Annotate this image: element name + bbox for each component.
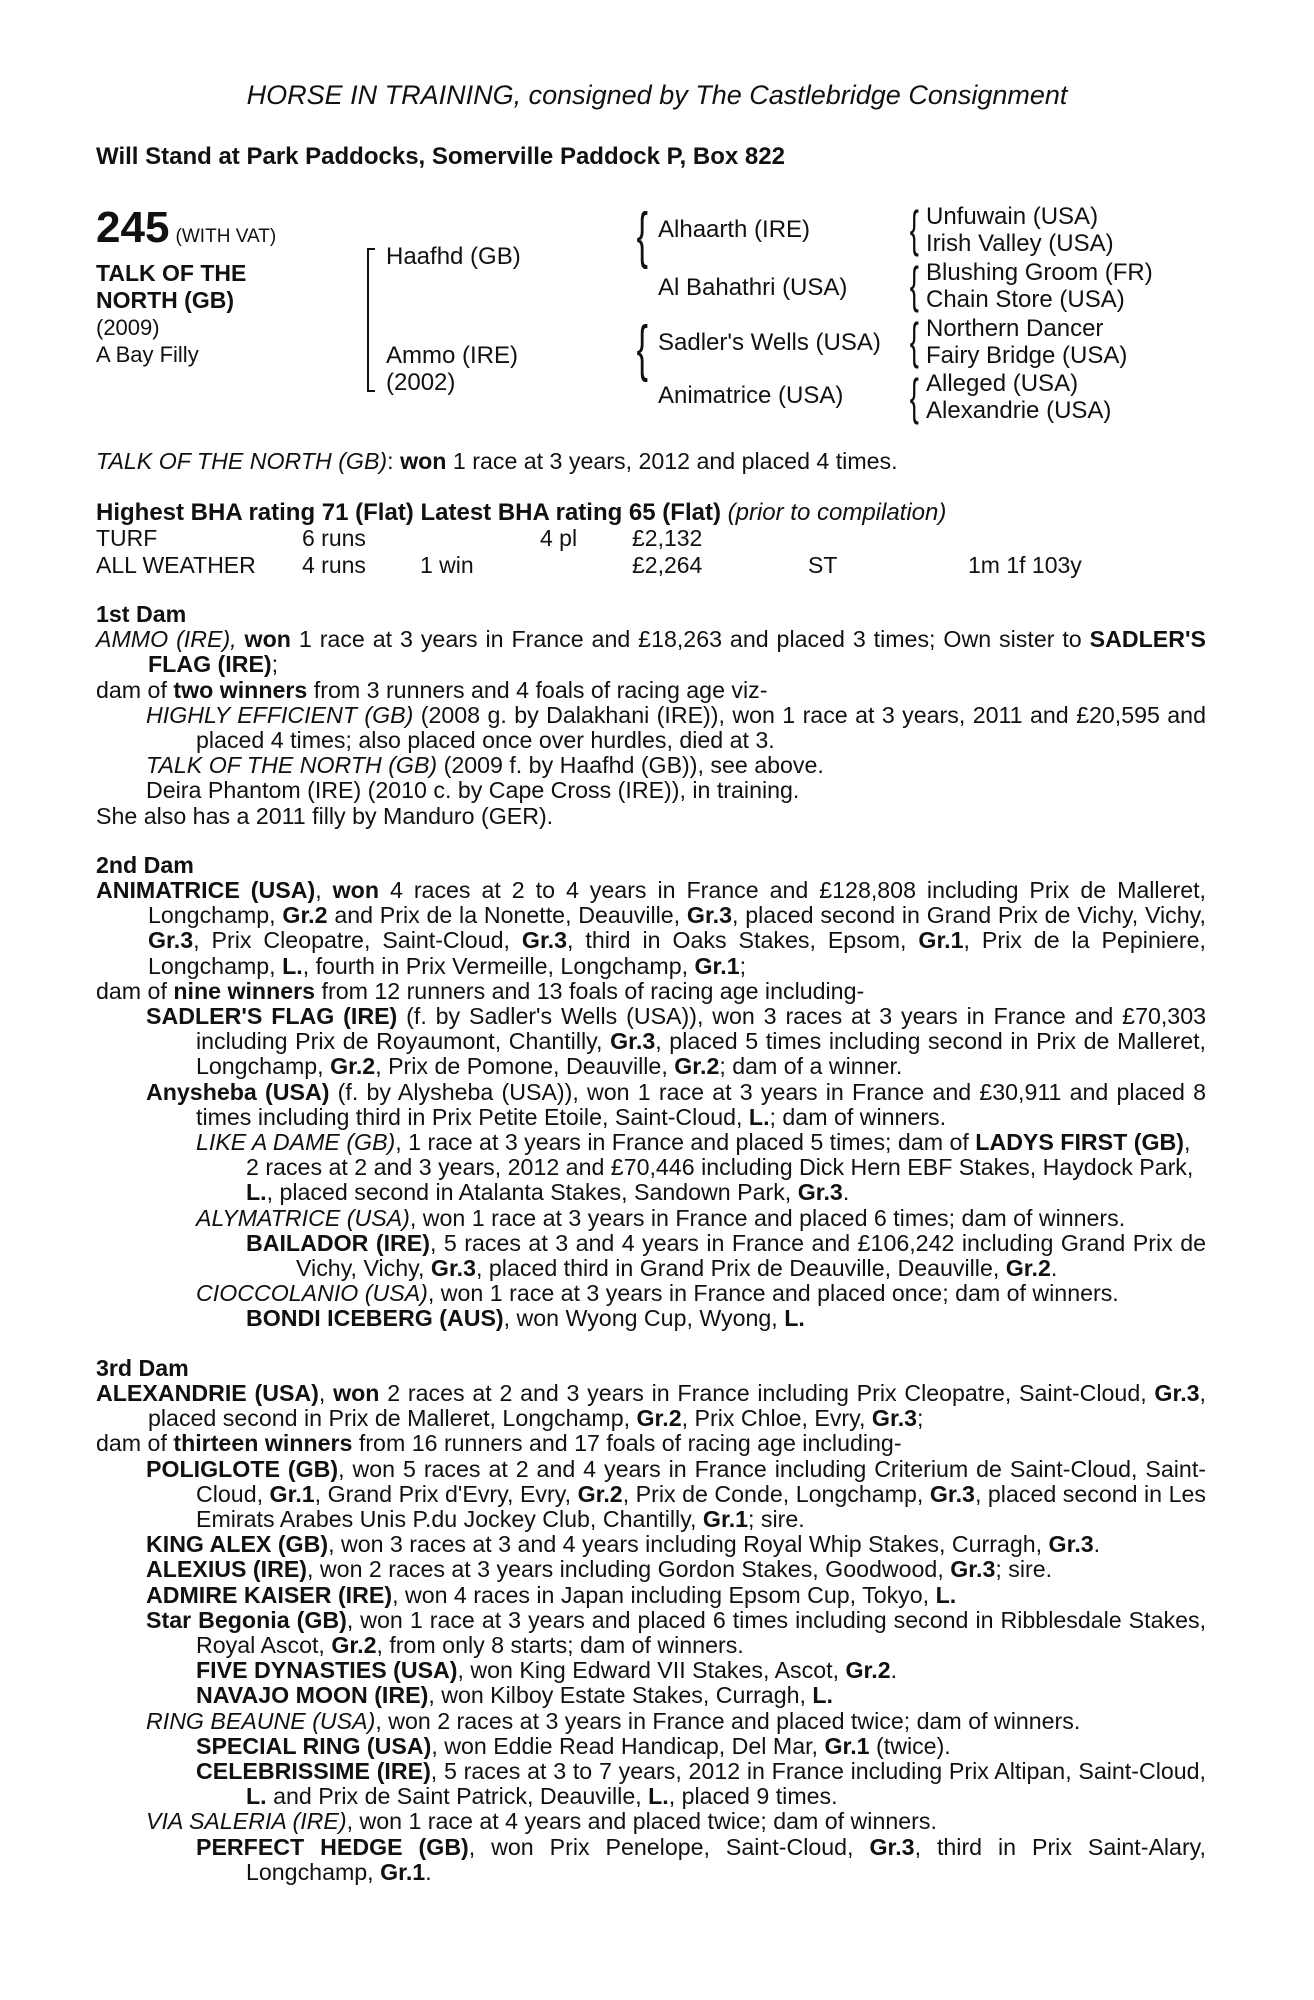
progeny-celebrissime xyxy=(96,1759,1206,1809)
dam2-dam-of xyxy=(96,979,1206,1004)
text: . xyxy=(1093,1531,1101,1558)
dam2-heading: 2nd Dam xyxy=(96,851,194,878)
race-summary xyxy=(96,448,898,475)
stats-surface: TURF xyxy=(96,525,158,551)
gg-sire-3: Blushing Groom (FR) xyxy=(926,259,1153,286)
text: (f. by Sadler's Wells (USA)), won 3 races at 3 years in France and £70,303 including Prix de Royaumont, Chantilly, xyxy=(196,1003,1206,1055)
progeny-name: HIGHLY EFFICIENT (GB) xyxy=(146,701,414,728)
gg-sire-2: Irish Valley (USA) xyxy=(926,230,1114,257)
grade: Gr.3 xyxy=(869,1833,915,1860)
bracket-glyph: { xyxy=(909,257,919,313)
progeny-name: BAILADOR (IRE) xyxy=(246,1229,430,1256)
rating-main: Highest BHA rating 71 (Flat) Latest BHA rating 65 (Flat) xyxy=(96,499,721,526)
grade: Gr.3 xyxy=(871,1405,918,1432)
dam-sire: Sadler's Wells (USA) xyxy=(658,329,881,356)
text: , third in Oaks Stakes, Epsom, xyxy=(567,927,907,954)
horse-name-line2: NORTH (GB) xyxy=(96,287,234,313)
progeny-five-dynasties xyxy=(96,1658,1206,1683)
grade: Gr.3 xyxy=(1154,1379,1200,1406)
grade: L. xyxy=(784,1305,805,1332)
grade: Gr.2 xyxy=(845,1657,891,1684)
text: , third in Prix Saint-Alary, Longchamp, xyxy=(246,1833,1206,1885)
progeny-name: LIKE A DAME (GB) xyxy=(196,1129,396,1156)
text: , won Wyong Cup, Wyong, xyxy=(503,1305,778,1332)
page-title: HORSE IN TRAINING, consigned by The Castlebridge Consignment xyxy=(246,80,1068,110)
text: (twice). xyxy=(876,1732,951,1759)
text: , 1 race at 3 years in France and placed 5 times; dam of xyxy=(395,1129,969,1156)
dam-year: (2002) xyxy=(386,369,456,396)
progeny-name: NAVAJO MOON (IRE) xyxy=(196,1682,429,1709)
stats-runs: 4 runs xyxy=(302,552,366,578)
stats-going: ST xyxy=(808,552,838,578)
text: ; sire. xyxy=(748,1505,805,1532)
dam1-record xyxy=(96,627,1206,677)
progeny-name: POLIGLOTE (GB) xyxy=(146,1455,339,1482)
progeny-name: RING BEAUNE (USA) xyxy=(146,1707,376,1734)
progeny-name: PERFECT HEDGE (GB) xyxy=(196,1833,469,1860)
text: , 2 races at 2 and 3 years, 2012 and £70,446 including Dick Hern EBF Stakes, Haydock Park, xyxy=(246,1129,1194,1181)
grade: Gr.3 xyxy=(610,1028,656,1055)
progeny-name: Anysheba (USA) xyxy=(146,1078,330,1105)
text: , won 5 races at 2 and 4 years in France including Criterium de Saint-Cloud, Saint-Cloud, xyxy=(196,1455,1206,1507)
text: , won 3 races at 3 and 4 years including Royal Whip Stakes, Curragh, xyxy=(328,1531,1043,1558)
text: . xyxy=(890,1657,898,1684)
text: , Prix Chloe, Evry, xyxy=(681,1405,866,1432)
lot-info xyxy=(96,204,276,368)
stats-earnings: £2,264 xyxy=(632,552,703,578)
bracket-glyph: { xyxy=(909,369,919,425)
text: , Prix Cleopatre, Saint-Cloud, xyxy=(193,927,510,954)
stats-earnings: £2,132 xyxy=(632,525,703,551)
sire-sire: Alhaarth (IRE) xyxy=(658,216,811,243)
sire-name: Haafhd (GB) xyxy=(386,243,521,270)
stand-location: Will Stand at Park Paddocks, Somerville Paddock P, Box 822 xyxy=(96,143,785,170)
dam1-heading: 1st Dam xyxy=(96,601,187,627)
grade: Gr.3 xyxy=(430,1255,477,1282)
text: 2 races at 2 and 3 years in France including Prix Cleopatre, Saint-Cloud, xyxy=(387,1379,1147,1406)
progeny-sadlers-flag xyxy=(96,1004,1206,1080)
progeny-name: ADMIRE KAISER (IRE) xyxy=(146,1581,393,1608)
progeny-special-ring xyxy=(96,1734,1206,1759)
grade: Gr.3 xyxy=(950,1556,996,1583)
gg-dam-4: Alexandrie (USA) xyxy=(926,397,1112,424)
text: , won 1 race at 3 years and placed 6 times including second in Ribblesdale Stakes, Royal Ascot, xyxy=(196,1606,1207,1658)
text: , placed second in Les Emirats Arabes Unis P.du Jockey Club, Chantilly, xyxy=(196,1480,1206,1532)
lot-number: 245 xyxy=(96,203,170,252)
grade: Gr.3 xyxy=(521,927,568,954)
dam1-text2: ; xyxy=(271,651,279,678)
text: , won King Edward VII Stakes, Ascot, xyxy=(457,1657,840,1684)
grade: Gr.2 xyxy=(674,1053,720,1080)
dam3-dam-of xyxy=(96,1431,1206,1456)
text: , won 2 races at 3 years including Gordon Stakes, Goodwood, xyxy=(307,1556,944,1583)
gg-sire-4: Chain Store (USA) xyxy=(926,286,1125,313)
progeny-admire-kaiser xyxy=(96,1583,1206,1608)
progeny-name: ALYMATRICE (USA) xyxy=(196,1204,410,1231)
gg-dam-3: Alleged (USA) xyxy=(926,370,1079,397)
progeny-cioccolanio xyxy=(96,1281,1206,1306)
grade: Gr.2 xyxy=(282,902,328,929)
damof-text: from 16 runners and 17 foals of racing age including- xyxy=(358,1430,902,1457)
progeny-star-begonia xyxy=(96,1608,1206,1658)
dam1-sister: SADLER'S FLAG (IRE) xyxy=(148,626,1206,678)
text: , won Kilboy Estate Stakes, Curragh, xyxy=(428,1682,806,1709)
bracket-glyph: { xyxy=(636,314,649,383)
damof-text: from 3 runners and 4 foals of racing age viz- xyxy=(313,676,768,703)
progeny-bondi-iceberg xyxy=(96,1306,1206,1331)
progeny-name: KING ALEX (GB) xyxy=(146,1531,329,1558)
dam1-also: She also has a 2011 filly by Manduro (GER). xyxy=(96,802,554,829)
text: , from only 8 starts; dam of winners. xyxy=(376,1631,744,1658)
text: ; dam of winners. xyxy=(769,1103,947,1130)
damof-winners: two winners xyxy=(173,676,308,703)
grade: Gr.3 xyxy=(1048,1531,1094,1558)
text: , placed second in Grand Prix de Vichy, Vichy, xyxy=(732,902,1206,929)
rating-note: (prior to compilation) xyxy=(727,499,947,526)
stats-going xyxy=(808,525,968,552)
text: , won 1 race at 3 years in France and placed once; dam of winners. xyxy=(427,1280,1119,1307)
grade: L. xyxy=(246,1179,267,1206)
grade: Gr.1 xyxy=(269,1480,315,1507)
progeny-poliglote xyxy=(96,1457,1206,1533)
progeny-king-alex xyxy=(96,1532,1206,1557)
dam3-heading: 3rd Dam xyxy=(96,1354,189,1381)
progeny-like-a-dame xyxy=(96,1130,1206,1206)
grade: Gr.1 xyxy=(918,927,964,954)
progeny-name: VIA SALERIA (IRE) xyxy=(146,1808,347,1835)
damof-winners: nine winners xyxy=(173,977,316,1004)
progeny-name: TALK OF THE NORTH (GB) xyxy=(146,752,438,779)
grade: Gr.2 xyxy=(577,1480,623,1507)
dam2-comma: , xyxy=(315,877,322,904)
grade: Gr.2 xyxy=(331,1631,377,1658)
dam-name: Ammo (IRE) xyxy=(386,342,518,369)
race-stats-table xyxy=(96,525,1082,579)
stats-placed: 4 pl xyxy=(540,525,578,551)
rating-line xyxy=(96,499,946,527)
grade: Gr.2 xyxy=(330,1053,376,1080)
grade: Gr.3 xyxy=(686,902,733,929)
dam3-name: ALEXANDRIE (USA) xyxy=(96,1379,319,1406)
progeny-alymatrice xyxy=(96,1206,1206,1231)
summary-text: 1 race at 3 years, 2012 and placed 4 times. xyxy=(452,448,898,474)
stats-distance xyxy=(968,525,1082,552)
stats-placed xyxy=(540,552,632,579)
grade: L. xyxy=(648,1783,669,1810)
text: , won 1 race at 4 years and placed twice; dam of winners. xyxy=(346,1808,937,1835)
grade: L. xyxy=(935,1581,957,1608)
family-body xyxy=(96,602,1206,1885)
text: , Prix de Conde, Longchamp, xyxy=(622,1480,924,1507)
stats-surface: ALL WEATHER xyxy=(96,552,256,578)
grade: Gr.2 xyxy=(636,1405,682,1432)
progeny-name: FIVE DYNASTIES (USA) xyxy=(196,1657,458,1684)
text: , fourth in Prix Vermeille, Longchamp, xyxy=(302,952,689,979)
grade: Gr.3 xyxy=(797,1179,843,1206)
progeny-name: CIOCCOLANIO (USA) xyxy=(196,1280,428,1307)
gg-dam-1: Northern Dancer xyxy=(926,315,1104,342)
text: . xyxy=(842,1179,850,1206)
gg-sire-1: Unfuwain (USA) xyxy=(926,203,1099,230)
text: , 5 races at 3 to 7 years, 2012 in France including Prix Altipan, Saint-Cloud, xyxy=(430,1757,1207,1784)
progeny-name: Star Begonia (GB) xyxy=(146,1606,347,1633)
text: and Prix de la Nonette, Deauville, xyxy=(334,902,681,929)
dam3-record xyxy=(96,1381,1206,1431)
dam3-won: won xyxy=(333,1379,380,1406)
text: and Prix de Saint Patrick, Deauville, xyxy=(273,1783,642,1810)
dam2-won: won xyxy=(332,877,379,904)
text: ; xyxy=(917,1405,924,1432)
progeny-name: SADLER'S FLAG (IRE) xyxy=(146,1003,398,1030)
dam1-text: 1 race at 3 years in France and £18,263 and placed 3 times; Own sister to xyxy=(298,626,1082,653)
stats-wins xyxy=(420,525,540,552)
dam1-progeny-2 xyxy=(96,753,1206,778)
grade: Gr.1 xyxy=(380,1858,426,1885)
text: , won Eddie Read Handicap, Del Mar, xyxy=(431,1732,818,1759)
grade: Gr.2 xyxy=(1005,1255,1051,1282)
text: , won 4 races in Japan including Epsom Cup, Tokyo, xyxy=(392,1581,930,1608)
grade: L. xyxy=(748,1103,770,1130)
progeny-name: BONDI ICEBERG (AUS) xyxy=(246,1305,504,1332)
text: , placed second in Prix de Malleret, Longchamp, xyxy=(148,1379,1206,1432)
grade: Gr.3 xyxy=(929,1480,975,1507)
summary-name: TALK OF THE NORTH (GB) xyxy=(96,448,388,474)
grade: Gr.1 xyxy=(702,1505,749,1532)
horse-name-line1: TALK OF THE xyxy=(96,260,247,286)
text: , Prix de la Pepiniere, Longchamp, xyxy=(148,927,1206,979)
progeny-text: (2009 f. by Haafhd (GB)), see above. xyxy=(443,752,824,779)
damof-label: dam of xyxy=(96,977,167,1004)
summary-colon: : xyxy=(387,448,394,474)
grade: L. xyxy=(246,1783,267,1810)
text: 4 races at 2 to 4 years in France and £128,808 including Prix de Malleret, Longchamp, xyxy=(148,877,1206,929)
grade: Gr.1 xyxy=(824,1732,870,1759)
grade: L. xyxy=(812,1682,833,1709)
stats-runs: 6 runs xyxy=(302,525,366,551)
progeny-name: CELEBRISSIME (IRE) xyxy=(196,1757,431,1784)
text: ; sire. xyxy=(995,1556,1053,1583)
dam1-won: won xyxy=(244,626,291,653)
stats-distance: 1m 1f 103y xyxy=(968,552,1082,578)
grade: L. xyxy=(282,952,303,979)
progeny-navajo-moon xyxy=(96,1683,1206,1708)
stats-wins: 1 win xyxy=(420,552,474,578)
dam1-progeny-3: Deira Phantom (IRE) (2010 c. by Cape Cross (IRE)), in training. xyxy=(146,777,800,804)
text: (f. by Alysheba (USA)), won 1 race at 3 years in France and £30,911 and placed 8 times including third in Prix Petite Etoile, Saint-Cloud, xyxy=(196,1078,1206,1130)
dam2-record xyxy=(96,878,1206,979)
progeny-name: SPECIAL RING (USA) xyxy=(196,1732,432,1759)
text: , Grand Prix d'Evry, Evry, xyxy=(314,1480,572,1507)
sire-dam: Al Bahathri (USA) xyxy=(658,274,848,301)
bracket-glyph: { xyxy=(636,201,649,270)
dam-dam: Animatrice (USA) xyxy=(658,382,844,409)
progeny-via-saleria xyxy=(96,1809,1206,1834)
text: , Prix de Pomone, Deauville, xyxy=(375,1053,668,1080)
progeny-anysheba xyxy=(96,1080,1206,1130)
dam1-progeny-1 xyxy=(96,703,1206,753)
text: , placed second in Atalanta Stakes, Sandown Park, xyxy=(266,1179,792,1206)
progeny-name: ALEXIUS (IRE) xyxy=(146,1556,308,1583)
progeny-perfect-hedge xyxy=(96,1835,1206,1885)
text: . xyxy=(425,1858,432,1885)
horse-description: A Bay Filly xyxy=(96,342,199,367)
text: , placed 9 times. xyxy=(668,1783,838,1810)
dam2-name: ANIMATRICE (USA) xyxy=(96,877,316,904)
damof-text: from 12 runners and 13 foals of racing age including- xyxy=(321,977,865,1004)
damof-winners: thirteen winners xyxy=(173,1430,353,1457)
grade: Gr.3 xyxy=(148,927,194,954)
progeny-ring-beaune xyxy=(96,1709,1206,1734)
text: , won 1 race at 3 years in France and placed 6 times; dam of winners. xyxy=(409,1204,1126,1231)
progeny-alexius xyxy=(96,1557,1206,1582)
stats-row-turf xyxy=(96,525,1082,552)
text: , won 2 races at 3 years in France and placed twice; dam of winners. xyxy=(375,1707,1081,1734)
grade: Gr.1 xyxy=(694,952,740,979)
text: ; xyxy=(739,952,747,979)
progeny-name: LADYS FIRST (GB) xyxy=(975,1129,1184,1156)
dam1-dam-of xyxy=(96,678,1206,703)
damof-label: dam of xyxy=(96,1430,167,1457)
bracket-glyph: { xyxy=(909,201,919,257)
dam1-name: AMMO (IRE), xyxy=(96,626,237,653)
text: , 5 races at 3 and 4 years in France and £106,242 including Grand Prix de Vichy, Vichy, xyxy=(296,1229,1206,1282)
gg-dam-2: Fairy Bridge (USA) xyxy=(926,342,1128,369)
text: , won Prix Penelope, Saint-Cloud, xyxy=(468,1833,854,1860)
sire-dam-bracket xyxy=(367,248,375,392)
text: . xyxy=(1050,1255,1058,1282)
horse-year: (2009) xyxy=(96,315,160,340)
progeny-bailador xyxy=(96,1231,1206,1281)
stats-row-aw xyxy=(96,552,1082,579)
bracket-glyph: { xyxy=(909,313,919,369)
summary-won: won xyxy=(400,448,447,474)
progeny-text: (2008 g. by Dalakhani (IRE)), won 1 race at 3 years, 2011 and £20,595 and placed 4 times; also placed once over hurdles, died at 3. xyxy=(196,701,1206,754)
dam3-comma: , xyxy=(318,1379,326,1406)
vat-note: (WITH VAT) xyxy=(175,226,277,247)
text: , placed third in Grand Prix de Deauville, Deauville, xyxy=(476,1255,1000,1282)
damof-label: dam of xyxy=(96,676,167,703)
text: ; dam of a winner. xyxy=(719,1053,903,1080)
text: , placed 5 times including second in Prix de Malleret, Longchamp, xyxy=(196,1028,1206,1080)
